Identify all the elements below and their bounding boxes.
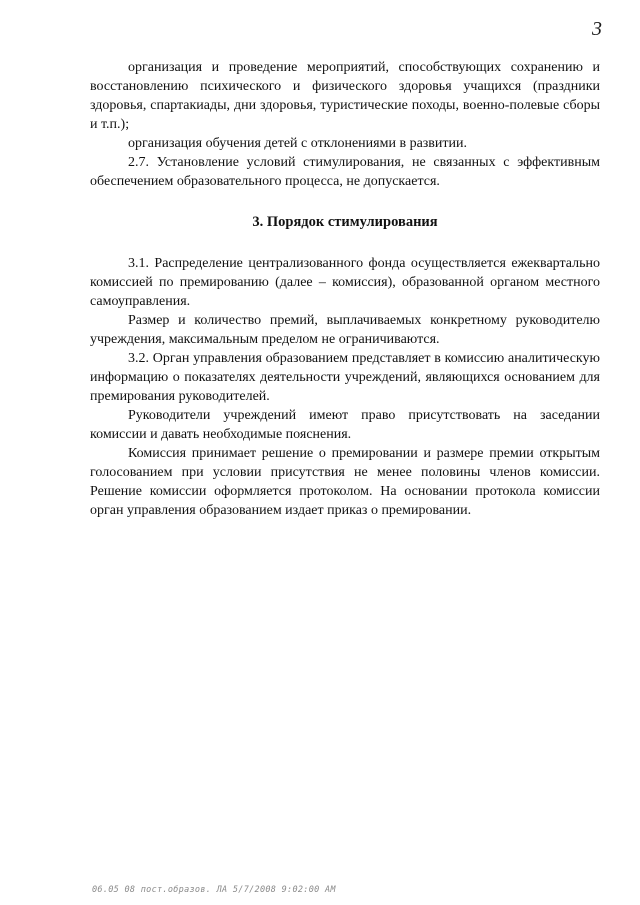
paragraph-2-7: 2.7. Установление условий стимулирования, не связанных с эффективным обеспечением образовательного процесса, не допускается. [90,155,600,189]
footer-file-stamp: 06.05 08 пост.образов. ЛА 5/7/2008 9:02:00 AM [92,885,336,895]
paragraph-commission-decision: Комиссия принимает решение о премировании и размере премии открытым голосованием при условии присутствия не менее половины членов комиссии. Решение комиссии оформляется протоколом. На основании протокола комиссии орган управления образованием издает приказ о премировании. [90,446,600,518]
paragraph-3-1: 3.1. Распределение централизованного фонда осуществляется ежеквартально комиссией по премированию (далее – комиссия), образованной органом местного самоуправления. [90,256,600,309]
paragraph-3-2: 3.2. Орган управления образованием представляет в комиссию аналитическую информацию о показателях деятельности учреждений, являющихся основанием для премирования руководителей. [90,351,600,404]
paragraph-bonus-size: Размер и количество премий, выплачиваемых конкретному руководителю учреждения, максимальным пределом не ограничиваются. [90,313,600,347]
paragraph-health-activities: организация и проведение мероприятий, способствующих сохранению и восстановлению психического и физического здоровья учащихся (праздники здоровья, спартакиады, дни здоровья, туристические походы, военно-полевые сборы и т.п.); [90,60,600,132]
section-heading: 3. Порядок стимулирования [252,214,438,230]
page-number: 3 [592,18,602,40]
paragraph-special-needs: организация обучения детей с отклонениями в развитии. [128,136,468,151]
document-body [90,58,600,520]
paragraph-attendance-right: Руководители учреждений имеют право присутствовать на заседании комиссии и давать необходимые пояснения. [90,408,600,442]
